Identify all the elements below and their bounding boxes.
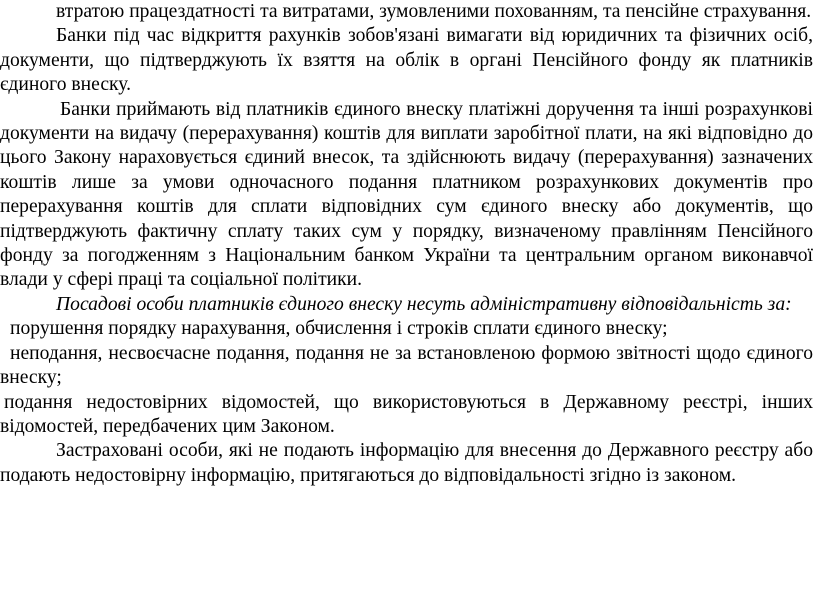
list-item-calculation-violation: порушення порядку нарахування, обчислення і строків сплати єдиного внеску; [10, 318, 668, 340]
paragraph-insured-persons-liability: Застраховані особи, які не подають інформацію для внесення до Державного реєстру або подають недостовірну інформацію, притягаються до відповідальності згідно із законом. [0, 440, 813, 486]
paragraph-continuation-social-insurance: втратою працездатності та витратами, зумовленими похованням, та пенсійне страхування. [56, 1, 812, 22]
paragraph-banks-payment-orders: Банки приймають від платників єдиного внеску платіжні доручення та інші розрахункові документи на видачу (перерахування) коштів для виплати заробітної плати, на які відповідно до цього Закону нараховується єдиний внесок, та здійснюють видачу (перерахування) зазначених коштів лише за умови одночасного подання платником розрахункових документів про перерахування коштів для сплати відповідних сум єдиного внеску або документів, що підтверджують фактичну сплату таких сум у порядку, визначеному правлінням Пенсійного фонду за погодженням з Національним банком України та центральним органом виконавчої влади у сфері праці та соціальної політики. [0, 98, 813, 291]
list-item-false-information: подання недостовірних відомостей, що використовуються в Державному реєстрі, інших відомостей, передбачених цим Законом. [0, 391, 813, 437]
paragraph-banks-account-opening: Банки під час відкриття рахунків зобов'язані вимагати від юридичних та фізичних осіб, документи, що підтверджують їх взяття на облік в органі Пенсійного фонду як платників єдиного внеску. [0, 25, 813, 96]
list-item-report-non-submission: неподання, несвоєчасне подання, подання не за встановленою формою звітності щодо єдиного внеску; [0, 342, 813, 389]
paragraph-officials-liability: Посадові особи платників єдиного внеску несуть адміністративну відповідальність за: [56, 293, 792, 315]
